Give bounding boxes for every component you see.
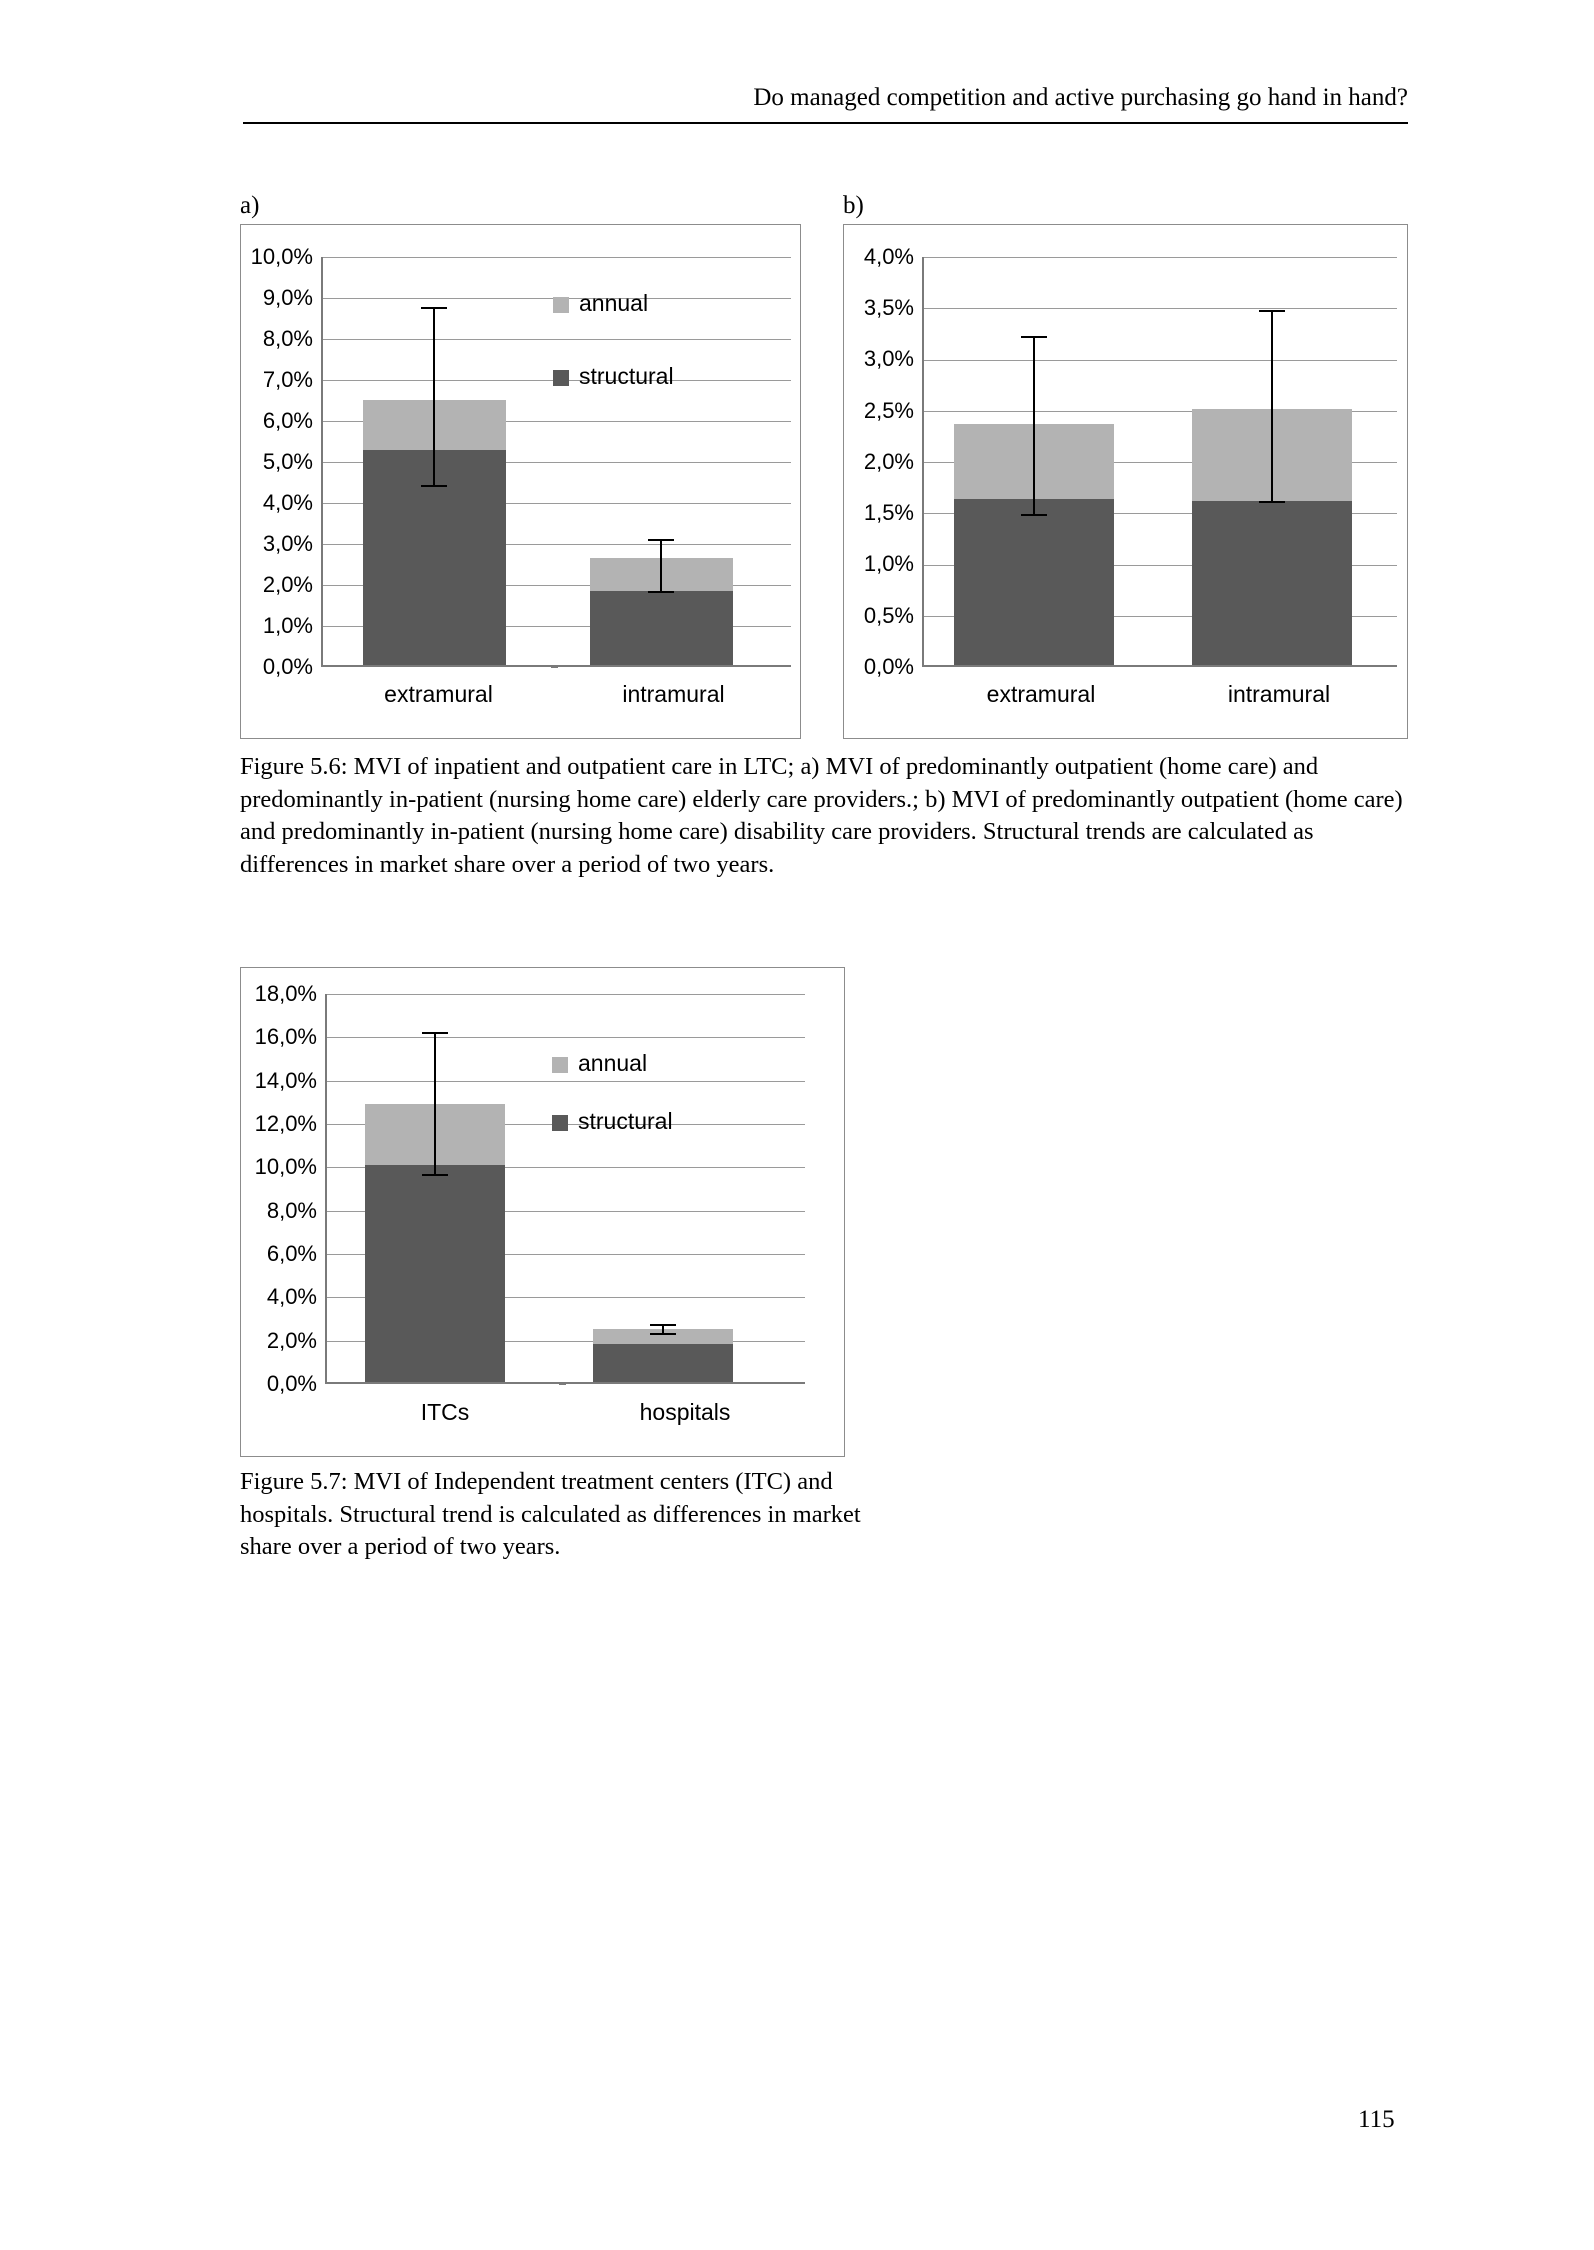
- legend-label-annual-c: annual: [578, 1050, 648, 1076]
- panel-label-b: b): [843, 192, 864, 219]
- errorbar-cap-top: [1259, 310, 1285, 312]
- ytick-label: 12,0%: [254, 1111, 317, 1136]
- xtick-mark: [551, 667, 558, 668]
- gridline: [924, 308, 1397, 309]
- errorbar-cap-bottom: [1259, 501, 1285, 503]
- ytick-label: 9,0%: [262, 285, 313, 310]
- ytick-label: 4,0%: [262, 490, 313, 515]
- panel-label-a: a): [240, 192, 260, 219]
- page-number: 115: [1358, 2106, 1395, 2133]
- gridline: [323, 339, 791, 340]
- gridline: [924, 360, 1397, 361]
- bar-intramural-structural-a: [590, 591, 733, 665]
- ytick-label: 0,0%: [262, 654, 313, 679]
- ytick-label: 18,0%: [254, 981, 317, 1006]
- ytick-label: 2,0%: [863, 449, 914, 474]
- errorbar-cap-top: [422, 1032, 448, 1034]
- ytick-label: 0,0%: [266, 1371, 317, 1396]
- ytick-label: 10,0%: [254, 1154, 317, 1179]
- xtick-label-intramural-a: intramural: [622, 681, 725, 707]
- legend-label-structural-c: structural: [578, 1108, 673, 1134]
- xtick-label-extramural-a: extramural: [384, 681, 493, 707]
- legend-swatch-annual-c: [552, 1057, 568, 1073]
- errorbar-cap-bottom: [650, 1333, 676, 1335]
- ytick-label: 4,0%: [863, 244, 914, 269]
- ytick-label: 8,0%: [266, 1198, 317, 1223]
- errorbar-itcs: [434, 1033, 436, 1176]
- errorbar-intramural-a: [660, 540, 662, 593]
- ytick-label: 1,0%: [262, 613, 313, 638]
- legend-label-structural-a: structural: [579, 363, 674, 389]
- ytick-label: 16,0%: [254, 1024, 317, 1049]
- ytick-label: 3,0%: [863, 346, 914, 371]
- ytick-label: 10,0%: [250, 244, 313, 269]
- legend-swatch-structural-a: [553, 370, 569, 386]
- plot-area-b: [922, 257, 1397, 667]
- xtick-label-itcs: ITCs: [420, 1399, 470, 1425]
- errorbar-cap-top: [421, 307, 447, 309]
- bar-extramural-structural-b: [954, 499, 1114, 665]
- chart-figure-5-6b: [843, 224, 1408, 739]
- ytick-label: 6,0%: [266, 1241, 317, 1266]
- ytick-label: 0,5%: [863, 603, 914, 628]
- errorbar-cap-bottom: [422, 1174, 448, 1176]
- errorbar-extramural-a: [433, 308, 435, 487]
- xtick-label-intramural-b: intramural: [1227, 681, 1331, 707]
- ytick-label: 14,0%: [254, 1068, 317, 1093]
- caption-figure-5-7: Figure 5.7: MVI of Independent treatment centers (ITC) and hospitals. Structural trend is calculated as differences in market share over a period of two years.: [240, 1468, 861, 1561]
- ytick-label: 3,5%: [863, 295, 914, 320]
- legend-swatch-structural-c: [552, 1115, 568, 1131]
- ytick-label: 0,0%: [863, 654, 914, 679]
- ytick-label: 2,5%: [863, 398, 914, 423]
- errorbar-cap-bottom: [648, 591, 674, 593]
- xtick-label-extramural-b: extramural: [986, 681, 1096, 707]
- errorbar-cap-top: [650, 1324, 676, 1326]
- plot-area-c: [325, 994, 805, 1384]
- bar-intramural-structural-b: [1192, 501, 1352, 665]
- legend-swatch-annual-a: [553, 297, 569, 313]
- gridline: [327, 1037, 805, 1038]
- gridline: [327, 994, 805, 995]
- chart-figure-5-6a: [240, 224, 801, 739]
- ytick-label: 4,0%: [266, 1284, 317, 1309]
- gridline: [323, 257, 791, 258]
- legend-label-annual-a: annual: [579, 290, 649, 316]
- ytick-label: 1,0%: [863, 551, 914, 576]
- gridline: [327, 1081, 805, 1082]
- errorbar-cap-top: [1021, 336, 1047, 338]
- errorbar-cap-bottom: [1021, 514, 1047, 516]
- bar-itcs-structural: [365, 1165, 505, 1382]
- ytick-label: 5,0%: [262, 449, 313, 474]
- errorbar-extramural-b: [1033, 337, 1035, 516]
- page-running-head: Do managed competition and active purchasing go hand in hand?: [243, 84, 1408, 124]
- ytick-label: 2,0%: [266, 1328, 317, 1353]
- chart-figure-5-7: [240, 967, 845, 1457]
- ytick-label: 2,0%: [262, 572, 313, 597]
- ytick-label: 6,0%: [262, 408, 313, 433]
- errorbar-cap-top: [648, 539, 674, 541]
- bar-hospitals-structural: [593, 1344, 733, 1382]
- ytick-label: 7,0%: [262, 367, 313, 392]
- errorbar-cap-bottom: [421, 485, 447, 487]
- ytick-label: 8,0%: [262, 326, 313, 351]
- xtick-mark: [559, 1384, 566, 1385]
- xtick-label-hospitals: hospitals: [639, 1399, 731, 1425]
- errorbar-intramural-b: [1271, 311, 1273, 503]
- ytick-label: 1,5%: [863, 500, 914, 525]
- ytick-label: 3,0%: [262, 531, 313, 556]
- gridline: [924, 257, 1397, 258]
- plot-area-a: [321, 257, 791, 667]
- caption-figure-5-6: Figure 5.6: MVI of inpatient and outpatient care in LTC; a) MVI of predominantly outpatient (home care) and predominantly in-patient (nursing home care) elderly care providers.; b) MVI of predominantly outpatient (home care) and predominantly in-patient (nursing home care) disability care providers. Structural trends are calculated as differences in market share over a period of two years.: [240, 753, 1403, 878]
